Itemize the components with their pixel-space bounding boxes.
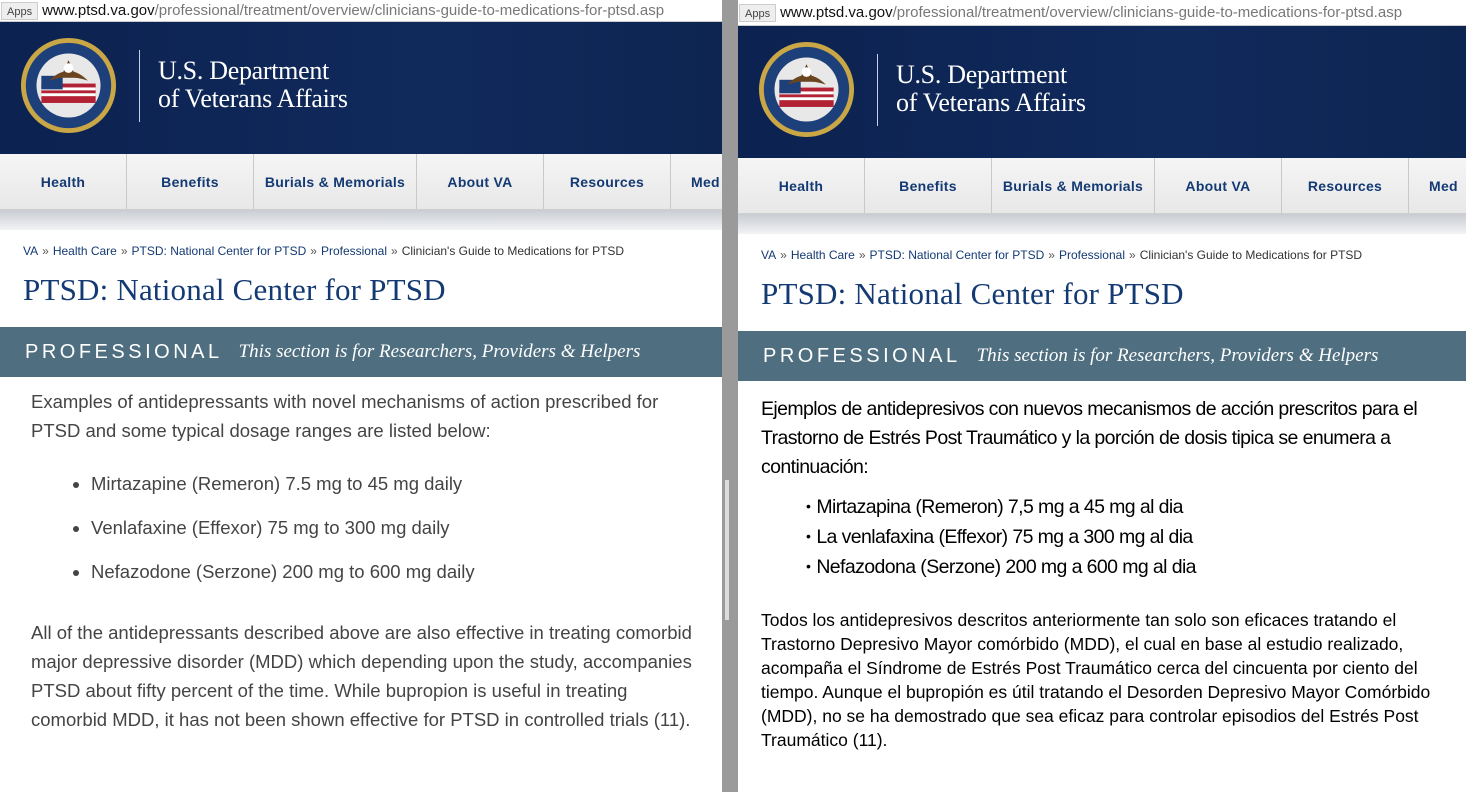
breadcrumb: VA » Health Care » PTSD: National Center for PTSD » Professional » Clinician's Guide to Medications for PTSD [761,248,1363,262]
nav-benefits[interactable]: Benefits [865,158,992,213]
apps-shortcut[interactable]: Apps [739,4,776,22]
address-bar[interactable] [0,0,722,22]
breadcrumb-ptsd-center[interactable]: PTSD: National Center for PTSD [869,248,1045,262]
list-item: • La venlafaxina (Effexor) 75 mg a 300 mg al dia [806,522,1446,552]
nav-media[interactable]: Med [1429,177,1458,194]
section-label[interactable]: PROFESSIONAL [763,344,961,367]
brand-logotype[interactable]: U.S. Department of Veterans Affairs [158,56,348,113]
nav-burials-memorials[interactable]: Burials & Memorials [254,154,417,209]
nav-health[interactable]: Health [738,158,865,213]
address-bar[interactable] [738,0,1466,26]
medication-list [91,469,692,586]
section-tagline: This section is for Researchers, Providers & Helpers [238,341,641,362]
nav-about-va[interactable]: About VA [1155,158,1282,213]
nav-media[interactable]: Med [691,173,720,190]
page-title[interactable]: PTSD: National Center for PTSD [761,276,1184,311]
page-title[interactable]: PTSD: National Center for PTSD [23,272,446,307]
nav-shadow [0,210,722,230]
list-item: • Mirtazapina (Remeron) 7,5 mg a 45 mg al dia [806,492,1446,522]
va-seal-icon[interactable] [20,37,117,134]
title-area [738,234,1466,331]
site-header [738,26,1466,158]
breadcrumb-va[interactable]: VA [23,244,39,258]
va-seal-icon[interactable] [758,41,855,138]
nav-resources[interactable]: Resources [1282,158,1409,213]
medication-list [806,492,1446,582]
intro-paragraph: Ejemplos de antidepresivos con nuevos mecanismos de acción prescritos para el Trastorno de Estrés Post Traumático y la porción de dosis tipica se enumera a continuación: [761,398,1418,478]
breadcrumb-current: Clinician's Guide to Medications for PTSD [401,244,625,258]
nav-shadow [738,214,1466,234]
nav-benefits[interactable]: Benefits [127,154,254,209]
outro-paragraph: All of the antidepressants described above are also effective in treating comorbid major depressive disorder (MDD) which depending upon the study, accompanies PTSD about fifty percent of the time. While bupropion is useful in treating comorbid MDD, it has not been shown effective for PTSD in controlled trials (11). [31,622,692,730]
article-body-english [0,377,722,734]
main-nav [0,154,722,210]
outro-paragraph: Todos los antidepresivos descritos anteriormente tan solo son eficaces tratando el Trastorno Depresivo Mayor comórbido (MDD), el cual en base al estudio realizado, acompaña el Síndrome de Estrés Post Traumático cerca del cincuenta por ciento del tiempo. Aunque el bupropión es útil tratando el Desorden Depresivo Mayor Comórbido (MDD), no se ha demostrado que sea eficaz para controlar episodios del Estrés Post Traumático (11). [761,610,1431,750]
scrollbar-thumb[interactable] [725,480,729,620]
apps-shortcut[interactable]: Apps [1,2,38,20]
list-item: • Mirtazapine (Remeron) 7.5 mg to 45 mg daily [91,469,692,498]
list-item: • Nefazodona (Serzone) 200 mg a 600 mg al dia [806,552,1446,582]
list-item: • Nefazodone (Serzone) 200 mg to 600 mg daily [91,557,692,586]
pane-scrollbar[interactable] [722,0,738,792]
section-label[interactable]: PROFESSIONAL [25,340,223,363]
url-text[interactable]: www.ptsd.va.gov/professional/treatment/overview/clinicians-guide-to-medications-for-ptsd.asp [780,4,1403,21]
browser-pane-spanish [738,0,1466,792]
main-nav [738,158,1466,214]
brand-logotype[interactable]: U.S. Department of Veterans Affairs [896,60,1086,117]
section-tagline: This section is for Researchers, Providers & Helpers [976,345,1379,366]
breadcrumb-current: Clinician's Guide to Medications for PTSD [1139,248,1363,262]
url-text[interactable]: www.ptsd.va.gov/professional/treatment/overview/clinicians-guide-to-medications-for-ptsd.asp [42,2,665,19]
intro-paragraph: Examples of antidepressants with novel mechanisms of action prescribed for PTSD and some typical dosage ranges are listed below: [31,391,659,441]
nav-about-va[interactable]: About VA [417,154,544,209]
breadcrumb-professional[interactable]: Professional [1058,248,1125,262]
nav-resources[interactable]: Resources [544,154,671,209]
browser-pane-english [0,0,722,792]
article-body-spanish [738,381,1466,752]
title-area [0,230,722,327]
list-item: • Venlafaxine (Effexor) 75 mg to 300 mg daily [91,513,692,542]
section-banner [738,331,1466,381]
breadcrumb-health-care[interactable]: Health Care [52,244,117,258]
breadcrumb-professional[interactable]: Professional [320,244,387,258]
nav-burials-memorials[interactable]: Burials & Memorials [992,158,1155,213]
breadcrumb-health-care[interactable]: Health Care [790,248,855,262]
section-banner [0,327,722,377]
nav-health[interactable]: Health [0,154,127,209]
breadcrumb-ptsd-center[interactable]: PTSD: National Center for PTSD [131,244,307,258]
brand-divider [877,54,878,126]
breadcrumb-va[interactable]: VA [761,248,777,262]
site-header [0,22,722,154]
breadcrumb: VA » Health Care » PTSD: National Center for PTSD » Professional » Clinician's Guide to Medications for PTSD [23,244,625,258]
brand-divider [139,50,140,122]
